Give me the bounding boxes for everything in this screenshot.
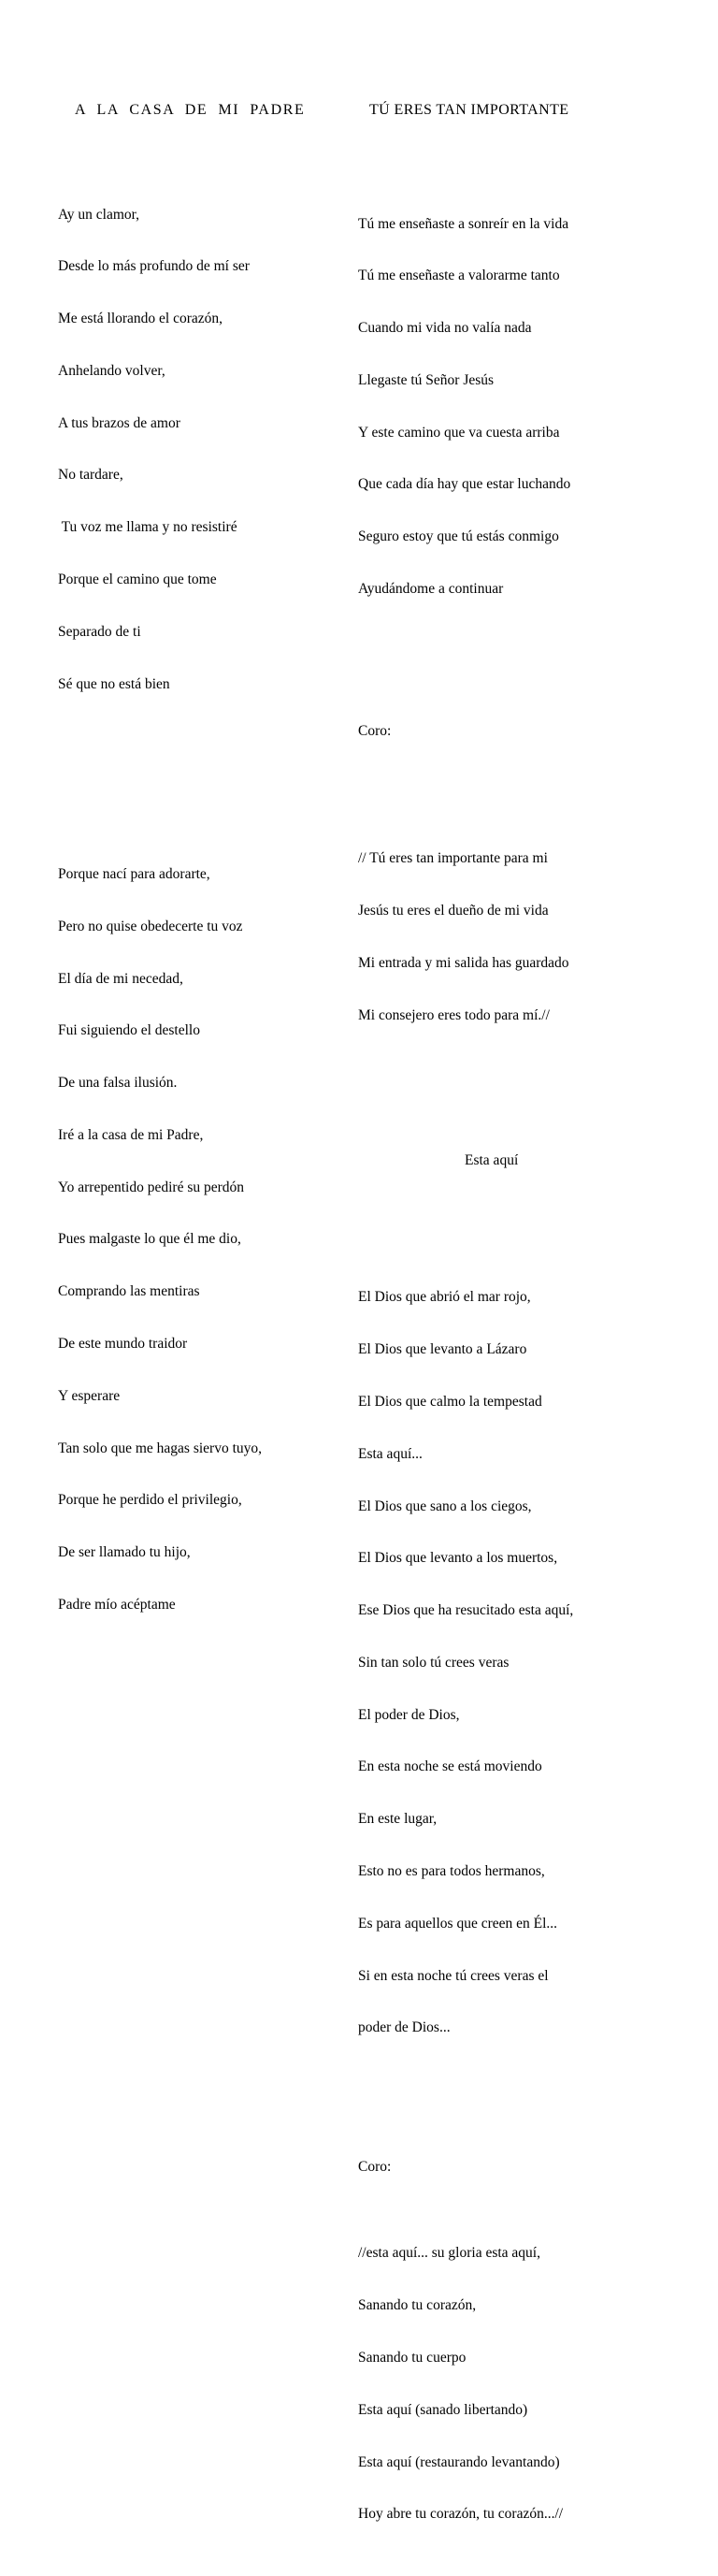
lyric-line: Sin tan solo tú crees veras [358, 1654, 510, 1671]
right-coro-2 [358, 2210, 657, 2558]
lyric-line: El Dios que calmo la tempestad [358, 1393, 542, 1410]
lyric-line: El Dios que sano a los ciegos, [358, 1498, 532, 1514]
lyric-line: Seguro estoy que tú estás conmigo [358, 528, 559, 545]
stanza-spacer [358, 668, 657, 688]
lyric-line: No tardare, [58, 467, 123, 484]
lyric-line: Es para aquellos que creen en Él... [358, 1915, 558, 1932]
lyric-line: Sé que no está bien [58, 675, 170, 692]
lyric-line: Sanando tu corazón, [358, 2297, 477, 2314]
lyric-line: Porque el camino que tome [58, 572, 217, 588]
song-title-tu-eres-tan-importante: TÚ ERES TAN IMPORTANTE [369, 102, 569, 119]
lyric-line: Desde lo más profundo de mí ser [58, 258, 250, 275]
lyric-line: Tan solo que me hagas siervo tuyo, [58, 1440, 263, 1456]
lyric-line: Yo arrepentido pediré su perdón [58, 1179, 245, 1195]
left-stanza-2 [58, 832, 338, 1649]
stanza-spacer [358, 1094, 657, 1117]
right-stanza-1 [358, 181, 657, 632]
lyric-line: Tú me enseñaste a valorarme tanto [358, 268, 560, 284]
lyric-line: poder de Dios... [358, 2019, 451, 2036]
lyric-line: De este mundo traidor [58, 1335, 188, 1352]
lyric-line: Esta aquí (sanado libertando) [358, 2401, 528, 2418]
lyric-line: De ser llamado tu hijo, [58, 1544, 191, 1561]
lyric-line: Ese Dios que ha resucitado esta aquí, [358, 1602, 574, 1619]
coro-label: Coro: [358, 2158, 392, 2175]
lyric-line: Hoy abre tu corazón, tu corazón...// [358, 2506, 564, 2523]
lyric-line: Jesús tu eres el dueño de mi vida [358, 903, 549, 919]
left-stanza-1 [58, 171, 338, 728]
song-title-esta-aqui: Esta aquí [465, 1151, 519, 1168]
lyric-line: Comprando las mentiras [58, 1283, 200, 1300]
lyric-line: Esto no es para todos hermanos, [358, 1863, 545, 1879]
lyric-line: Padre mío acéptame [58, 1596, 176, 1613]
lyric-line: Llegaste tú Señor Jesús [358, 371, 495, 388]
lyric-line: Porque he perdido el privilegio, [58, 1492, 242, 1509]
lyric-line: //esta aquí... su gloria esta aquí, [358, 2245, 540, 2262]
lyric-line: Separado de ti [58, 623, 141, 640]
lyric-line: El Dios que levanto a Lázaro [358, 1341, 527, 1358]
song-title-a-la-casa: A LA CASA DE MI PADRE [75, 102, 306, 119]
lyric-line: Pero no quise obedecerte tu voz [58, 918, 243, 934]
lyric-line: El día de mi necedad, [58, 970, 183, 987]
lyric-line: A tus brazos de amor [58, 414, 180, 431]
lyric-line: Si en esta noche tú crees veras el [358, 1967, 549, 1984]
lyric-line: Esta aquí... [358, 1445, 423, 1462]
lyric-line: Sanando tu cuerpo [358, 2350, 467, 2366]
coro-label: Coro: [358, 723, 392, 740]
lyric-line: Ay un clamor, [58, 206, 140, 223]
lyric-line: Pues malgaste lo que él me dio, [58, 1231, 241, 1248]
stanza-spacer [358, 1205, 657, 1220]
lyric-line: Y este camino que va cuesta arriba [358, 424, 560, 441]
stanza-spacer [58, 763, 338, 797]
right-column [358, 66, 657, 2576]
lyric-line: El Dios que levanto a los muertos, [358, 1550, 558, 1567]
lyric-line: Iré a la casa de mi Padre, [58, 1126, 204, 1143]
lyric-line: Tú me enseñaste a sonreír en la vida [358, 215, 569, 232]
lyric-line: De una falsa ilusión. [58, 1075, 178, 1092]
right-coro-1 [358, 816, 657, 1059]
right-stanza-2 [358, 1254, 657, 2072]
lyric-line: Me está llorando el corazón, [58, 311, 223, 327]
lyric-line: En este lugar, [358, 1811, 438, 1828]
lyric-line: Mi consejero eres todo para mí.// [358, 1006, 550, 1023]
lyric-line: El Dios que abrió el mar rojo, [358, 1289, 531, 1306]
lyric-line: El poder de Dios, [358, 1706, 460, 1723]
lyric-line: Anhelando volver, [58, 362, 165, 379]
lyric-line: // Tú eres tan importante para mi [358, 850, 548, 867]
lyric-line: Cuando mi vida no valía nada [358, 320, 532, 337]
lyric-line: Porque nací para adorarte, [58, 865, 210, 882]
lyric-line: Ayudándome a continuar [358, 581, 504, 598]
lyric-line: Esta aquí (restaurando levantando) [358, 2453, 560, 2470]
lyric-line: Mi entrada y mi salida has guardado [358, 954, 569, 971]
lyric-line: En esta noche se está moviendo [358, 1758, 542, 1775]
lyric-line: Tu voz me llama y no resistiré [58, 519, 237, 536]
left-column [58, 66, 338, 1666]
lyric-line: Y esperare [58, 1387, 121, 1404]
stanza-spacer [358, 775, 657, 781]
stanza-spacer [358, 2106, 657, 2123]
lyric-line: Que cada día hay que estar luchando [358, 476, 571, 493]
lyric-line: Fui siguiendo el destello [58, 1022, 200, 1039]
